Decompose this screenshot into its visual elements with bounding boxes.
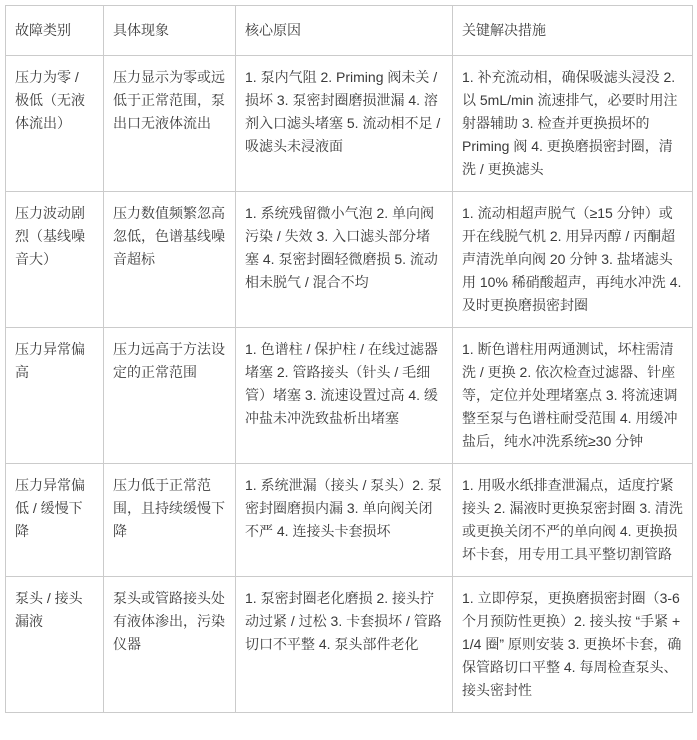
cell-causes: 1. 色谱柱 / 保护柱 / 在线过滤器堵塞 2. 管路接头（针头 / 毛细管）堵塞 3. 流速设置过高 4. 缓冲盐未冲洗致盐析出堵塞 [236,328,453,464]
cell-symptom: 压力显示为零或远低于正常范围，泵出口无液体流出 [104,56,236,192]
cell-symptom: 泵头或管路接头处有液体渗出，污染仪器 [104,577,236,713]
table-row [6,192,693,328]
cell-category: 压力为零 / 极低（无液体流出） [6,56,104,192]
cell-solutions: 1. 立即停泵，更换磨损密封圈（3-6 个月预防性更换）2. 接头按 “手紧 + 1/4 圈” 原则安装 3. 更换坏卡套，确保管路切口平整 4. 每周检查泵头、接头密封性 [453,577,693,713]
pump-fault-table [5,5,693,713]
cell-solutions: 1. 断色谱柱用两通测试，坏柱需清洗 / 更换 2. 依次检查过滤器、针座等，定位并处理堵塞点 3. 将流速调整至泵与色谱柱耐受范围 4. 用缓冲盐后，纯水冲洗系统≥30 分钟 [453,328,693,464]
cell-symptom: 压力数值频繁忽高忽低，色谱基线噪音超标 [104,192,236,328]
cell-category: 压力异常偏高 [6,328,104,464]
cell-solutions: 1. 补充流动相，确保吸滤头浸没 2. 以 5mL/min 流速排气，必要时用注射器辅助 3. 检查并更换损坏的 Priming 阀 4. 更换磨损密封圈，清洗 / 更换滤头 [453,56,693,192]
header-key-solution: 关键解决措施 [453,6,693,56]
cell-causes: 1. 泵密封圈老化磨损 2. 接头拧动过紧 / 过松 3. 卡套损坏 / 管路切口不平整 4. 泵头部件老化 [236,577,453,713]
header-fault-category: 故障类别 [6,6,104,56]
cell-causes: 1. 泵内气阻 2. Priming 阀未关 / 损坏 3. 泵密封圈磨损泄漏 4. 溶剂入口滤头堵塞 5. 流动相不足 / 吸滤头未浸液面 [236,56,453,192]
table-row [6,464,693,577]
header-core-cause: 核心原因 [236,6,453,56]
cell-solutions: 1. 流动相超声脱气（≥15 分钟）或开在线脱气机 2. 用异丙醇 / 丙酮超声清洗单向阀 20 分钟 3. 盐堵滤头用 10% 稀硝酸超声，再纯水冲洗 4. 及时更换磨损密封圈 [453,192,693,328]
cell-category: 压力异常偏低 / 缓慢下降 [6,464,104,577]
table-row [6,56,693,192]
cell-causes: 1. 系统泄漏（接头 / 泵头）2. 泵密封圈磨损内漏 3. 单向阀关闭不严 4. 连接头卡套损坏 [236,464,453,577]
header-symptom: 具体现象 [104,6,236,56]
cell-category: 泵头 / 接头漏液 [6,577,104,713]
header-row [6,6,693,56]
table-row [6,328,693,464]
cell-symptom: 压力低于正常范围，且持续缓慢下降 [104,464,236,577]
cell-symptom: 压力远高于方法设定的正常范围 [104,328,236,464]
cell-category: 压力波动剧烈（基线噪音大） [6,192,104,328]
cell-causes: 1. 系统残留微小气泡 2. 单向阀污染 / 失效 3. 入口滤头部分堵塞 4. 泵密封圈轻微磨损 5. 流动相未脱气 / 混合不均 [236,192,453,328]
table-row [6,577,693,713]
cell-solutions: 1. 用吸水纸排查泄漏点，适度拧紧接头 2. 漏液时更换泵密封圈 3. 清洗或更换关闭不严的单向阀 4. 更换损坏卡套，用专用工具平整切割管路 [453,464,693,577]
table-body [6,56,693,713]
table-header [6,6,693,56]
